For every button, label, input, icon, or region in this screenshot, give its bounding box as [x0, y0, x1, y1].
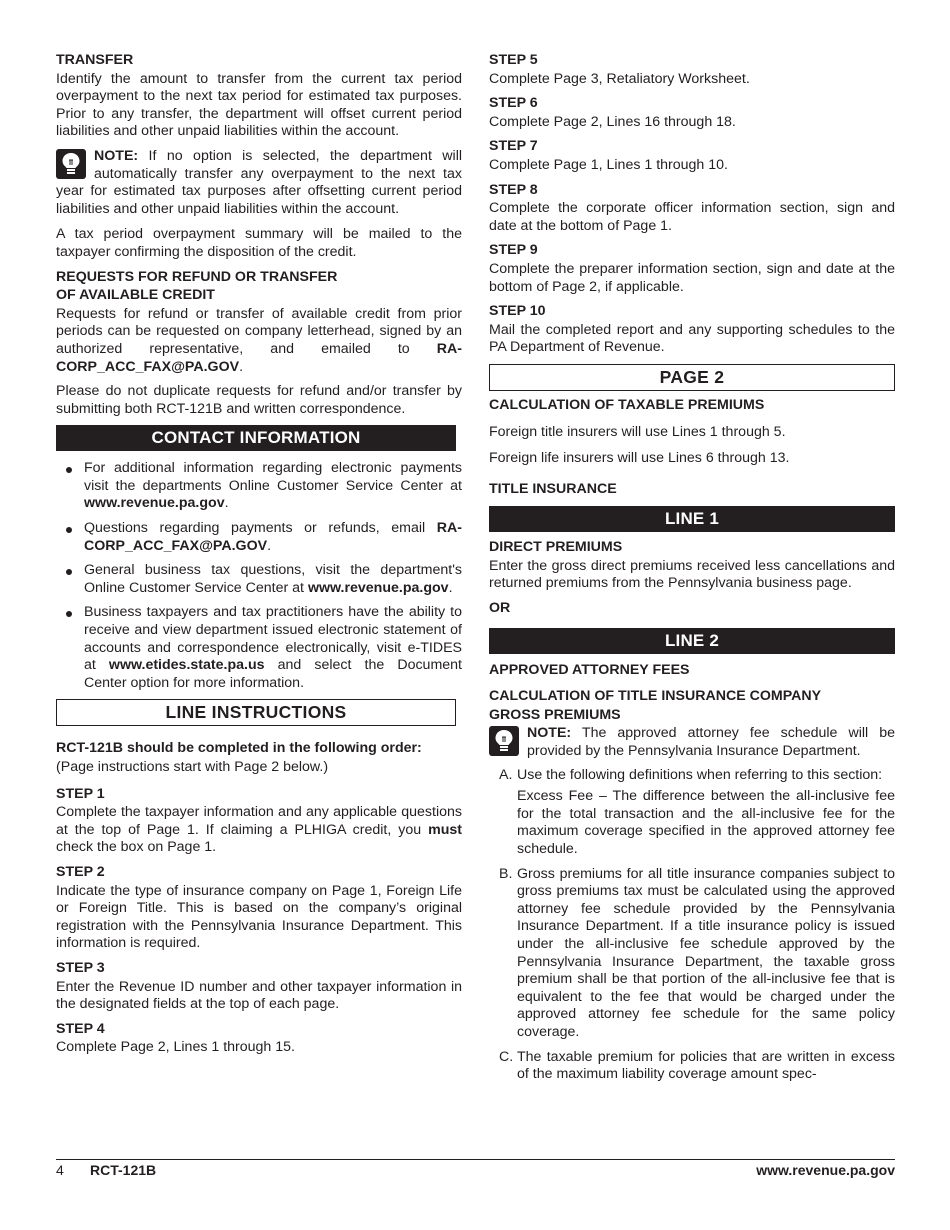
step-heading: STEP 10 — [489, 303, 546, 320]
list-letter: B. — [499, 865, 513, 882]
step-body: Complete Page 2, Lines 16 through 18. — [489, 113, 736, 130]
requests-body-end: . — [239, 358, 244, 375]
step-body — [56, 804, 462, 857]
contact-item — [56, 604, 462, 692]
line2-subheading-1: CALCULATION OF TITLE INSURANCE COMPANY — [489, 688, 822, 705]
contact-item — [56, 562, 462, 597]
step-heading: STEP 5 — [489, 52, 538, 68]
contact-link[interactable]: www.revenue.pa.gov — [84, 495, 225, 512]
footer-divider — [56, 1159, 895, 1160]
footer-url[interactable]: www.revenue.pa.gov — [756, 1162, 895, 1178]
contact-list — [56, 460, 462, 692]
step-text: Complete the taxpayer information and any applicable questions at the top of Page 1. If claiming a PLHIGA credit, you — [56, 804, 462, 838]
definitions-list — [489, 767, 895, 1084]
lightbulb-icon — [56, 149, 86, 179]
transfer-body: Identify the amount to transfer from the current tax period overpayment to the next tax period for estimated tax purposes. Prior to any transfer, the department will offset current period liabilities and other unpaid liabilities within the account. — [56, 70, 462, 140]
bullet-icon — [66, 569, 72, 575]
note-label: NOTE: — [527, 725, 572, 742]
line-instructions-banner: LINE INSTRUCTIONS — [56, 699, 456, 726]
line2-heading: APPROVED ATTORNEY FEES — [489, 661, 690, 678]
note-label: NOTE: — [94, 147, 139, 164]
step-body: Complete Page 2, Lines 1 through 15. — [56, 1039, 295, 1056]
contact-end: . — [448, 579, 453, 596]
transfer-heading: TRANSFER — [56, 52, 134, 68]
step-body: Enter the Revenue ID number and other taxpayer information in the designated fields at the top of each page. — [56, 978, 462, 1013]
requests-heading-2: OF AVAILABLE CREDIT — [56, 287, 215, 304]
note-text: If no option is selected, the department will automatically transfer any overpayment to the next tax year for estimated tax purposes after offsetting current period liabilities and other unpaid liabilities within the account. — [56, 147, 462, 217]
left-column — [56, 52, 462, 1064]
contact-text: For additional information regarding electronic payments visit the departments Online Customer Service Center at — [84, 460, 462, 494]
bullet-icon — [66, 467, 72, 473]
step-heading: STEP 8 — [489, 181, 538, 198]
contact-text: Questions regarding payments or refunds, email — [84, 520, 437, 537]
list-text: The taxable premium for policies that are written in excess of the maximum liability coverage amount spec- — [517, 1048, 895, 1083]
line1-body: Enter the gross direct premiums received less cancellations and returned premiums from the Pennsylvania business page. — [489, 557, 895, 592]
contact-information-banner: CONTACT INFORMATION — [56, 425, 456, 451]
line1-heading: DIRECT PREMIUMS — [489, 539, 623, 556]
requests-body — [56, 306, 462, 376]
foreign-title-text: Foreign title insurers will use Lines 1 through 5. — [489, 423, 786, 440]
contact-link[interactable]: RA-CORP_ACC_FAX@PA.GOV — [84, 520, 462, 554]
list-item — [489, 1049, 895, 1084]
step-body: Complete the preparer information section, sign and date at the bottom of Page 2, if applicable. — [489, 260, 895, 295]
right-column — [489, 52, 895, 1091]
order-note: (Page instructions start with Page 2 below.) — [56, 759, 329, 775]
contact-item — [56, 520, 462, 555]
contact-end: . — [267, 537, 272, 554]
duplicate-text: Please do not duplicate requests for refund and/or transfer by submitting both RCT-121B and written correspondence. — [56, 383, 462, 417]
list-item — [489, 767, 895, 859]
list-letter: A. — [499, 766, 513, 783]
contact-link[interactable]: www.revenue.pa.gov — [307, 579, 449, 596]
line2-subheading-2: GROSS PREMIUMS — [489, 706, 621, 723]
list-text: Gross premiums for all title insurance companies subject to gross premiums tax must be calculated using the approved attorney fee schedule provided by the Pennsylvania Insurance Department. If a title insurance policy is issued under the all-inclusive fee schedule approved by the Pennsylvania Insurance Department, the taxable gross premium shall be that portion of the all-inclusive fee that is equivalent to the fee that would be charged under the approved attorney fee schedule for the same policy coverage. — [517, 865, 895, 1040]
note-transfer — [56, 148, 462, 218]
list-item — [489, 866, 895, 1042]
contact-link[interactable]: www.etides.state.pa.us — [108, 657, 265, 674]
step-emphasis: must — [428, 821, 462, 838]
step-heading: STEP 1 — [56, 785, 105, 802]
calc-heading: CALCULATION OF TAXABLE PREMIUMS — [489, 396, 765, 413]
contact-end: and select the Document Center option for more information. — [84, 657, 462, 691]
note-text: The approved attorney fee schedule will be provided by the Pennsylvania Insurance Department. — [527, 725, 895, 760]
order-heading: RCT-121B should be completed in the following order: — [56, 740, 422, 757]
step-heading: STEP 7 — [489, 138, 538, 155]
step-heading: STEP 2 — [56, 863, 105, 880]
contact-end: . — [224, 495, 229, 512]
bullet-icon — [66, 527, 72, 533]
list-text: Use the following definitions when referring to this section: — [517, 766, 883, 783]
requests-body-text: Requests for refund or transfer of available credit from prior periods can be requested on company letterhead, signed by an authorized representative, and emailed to — [56, 305, 462, 357]
step-heading: STEP 6 — [489, 95, 538, 112]
lightbulb-icon — [489, 726, 519, 756]
step-body: Complete Page 3, Retaliatory Worksheet. — [489, 70, 750, 87]
summary-text: A tax period overpayment summary will be mailed to the taxpayer confirming the disposition of the credit. — [56, 226, 462, 260]
step-body: Mail the completed report and any supporting schedules to the PA Department of Revenue. — [489, 321, 895, 356]
line1-or: OR — [489, 600, 511, 617]
title-insurance-heading: TITLE INSURANCE — [489, 480, 617, 497]
requests-email[interactable]: RA-CORP_ACC_FAX@PA.GOV — [56, 340, 462, 375]
line2-banner: LINE 2 — [489, 628, 895, 654]
step-heading: STEP 4 — [56, 1020, 105, 1037]
page-number: 4 — [56, 1162, 64, 1178]
step-body: Complete the corporate officer information section, sign and date at the bottom of Page 1. — [489, 200, 895, 234]
contact-text: Business taxpayers and tax practitioners have the ability to receive and view department issued electronic statement of accounts and correspondence electronically, visit e-TIDES at — [84, 604, 462, 674]
step-body: Complete Page 1, Lines 1 through 10. — [489, 156, 728, 173]
line1-banner: LINE 1 — [489, 506, 895, 532]
step-heading: STEP 9 — [489, 242, 538, 259]
list-subtext: Excess Fee – The difference between the all-inclusive fee for the total transaction and the all-inclusive fee for the maximum coverage specified in the approved attorney fee schedule. — [517, 788, 895, 857]
list-letter: C. — [499, 1048, 514, 1065]
requests-heading-1: REQUESTS FOR REFUND OR TRANSFER — [56, 268, 338, 285]
step-text-end: check the box on Page 1. — [56, 839, 217, 856]
contact-item — [56, 460, 462, 513]
contact-text: General business tax questions, visit the department's Online Customer Service Center at — [84, 562, 462, 596]
form-id: RCT-121B — [90, 1162, 157, 1178]
step-heading: STEP 3 — [56, 959, 105, 976]
bullet-icon — [66, 611, 72, 617]
step-body: Indicate the type of insurance company on Page 1, Foreign Life or Foreign Title. This is based on the company’s original registration with the Pennsylvania Insurance Department. This information is required. — [56, 882, 462, 952]
page2-banner: PAGE 2 — [489, 364, 895, 391]
note-attorney-fee — [489, 725, 895, 760]
foreign-life-text: Foreign life insurers will use Lines 6 through 13. — [489, 450, 790, 467]
